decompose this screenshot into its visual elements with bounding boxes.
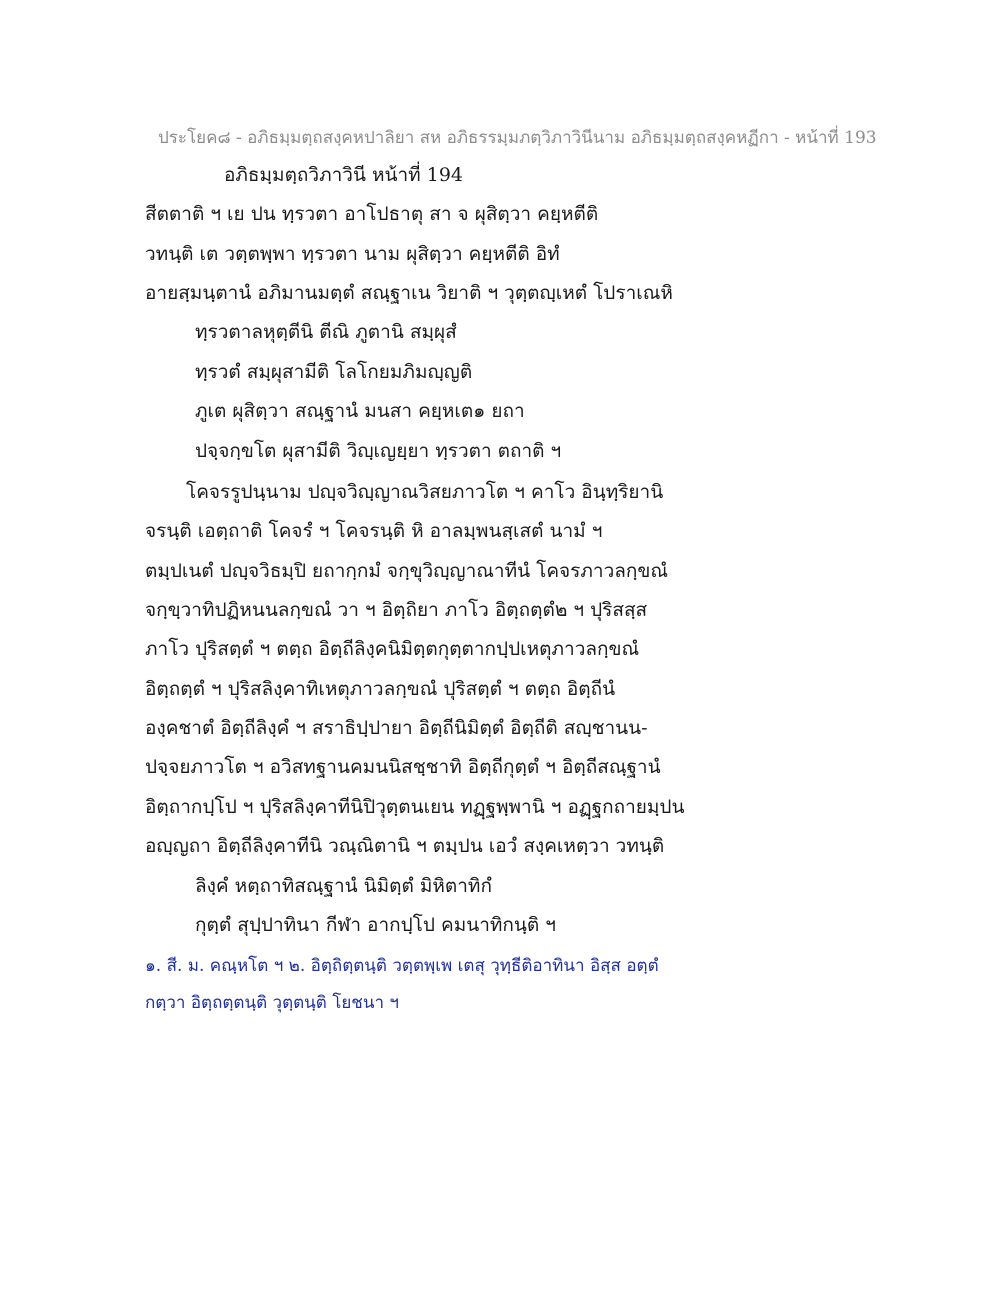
footnote-line: ๑. สี. ม. คณฺหโต ฯ ๒. อิตฺถิตฺตนฺติ วตฺตพฺเพ เตสุ วุทฺธีติอาทินา อิสฺส อตฺตํ (145, 956, 659, 976)
text-line: จรนฺติ เอตฺถาติ โคจรํ ฯ โคจรนฺติ หิ อาลมฺพนสฺเสตํ นามํ ฯ (145, 520, 603, 542)
text-line: ตมฺปเนตํ ปญฺจวิธมฺปิ ยถากฺกมํ จกฺขุวิญฺญาณาทีนํ โคจรภาวลกฺขณํ (145, 560, 669, 582)
verse-line: กุตฺตํ สุปฺปาทินา กีฬา อากปฺโป คมนาทิกนฺติ ฯ (195, 914, 556, 936)
text-line: ภาโว ปุริสตฺตํ ฯ ตตฺถ อิตฺถีลิงฺคนิมิตฺตกุตฺตากปฺปเหตุภาวลกฺขณํ (145, 638, 640, 660)
verse-line: ปจฺจกฺขโต ผุสามีติ วิญฺเญยฺยา ทฺรวตา ตถาติ ฯ (195, 440, 562, 462)
text-line: อิตฺถตฺตํ ฯ ปุริสลิงฺคาทิเหตุภาวลกฺขณํ ปุริสตฺตํ ฯ ตตฺถ อิตฺถีนํ (145, 678, 616, 700)
text-line: อิตฺถากปฺโป ฯ ปุริสลิงฺคาทีนิปิวุตฺตนเยน ทฏฺฐพฺพานิ ฯ อฏฺฐกถายมฺปน (145, 796, 685, 818)
text-line: วทนฺติ เต วตฺตพฺพา ทฺรวตา นาม ผุสิตฺวา คยฺหตีติ อิทํ (145, 243, 560, 265)
verse-line: ลิงฺคํ หตฺถาทิสณฺฐานํ นิมิตฺตํ มิหิตาทิกํ (195, 875, 492, 897)
paragraph-start-line: โคจรรูปนฺนาม ปญฺจวิญฺญาณวิสยภาวโต ฯ คาโว อินฺทฺริยานิ (186, 481, 664, 503)
text-line: จกฺขฺวาทิปฏิหนนลกฺขณํ วา ฯ อิตฺถิยา ภาโว อิตฺถตฺตํ๒ ฯ ปุริสสฺส (145, 599, 648, 621)
text-line: ปจฺจยภาวโต ฯ อวิสทฐานคมนนิสชฺชาทิ อิตฺถีกุตฺตํ ฯ อิตฺถีสณฺฐานํ (145, 756, 661, 778)
running-header: ประโยค๘ - อภิธมฺมตฺถสงฺคหปาลิยา สห อภิธรรมฺมภตฺวิภาวินีนาม อภิธมฺมตฺถสงฺคหฏีกา - หน้าที่ 193 (158, 128, 877, 148)
verse-line: ทฺรวตาลหุตฺตีนิ ตีณิ ภูตานิ สมฺผุสํ (195, 321, 457, 343)
text-line: อายสฺมนฺตานํ อภิมานมตฺตํ สณฺฐาเน วิยาติ ฯ วุตฺตญฺเหตํ โปราเณหิ (145, 282, 673, 304)
text-line: สีตตาติ ฯ เย ปน ทฺรวตา อาโปธาตุ สา จ ผุสิตฺวา คยฺหตีติ (145, 203, 599, 225)
verse-line: ทฺรวตํ สมฺผุสามีติ โลโกยมภิมญฺญติ (195, 361, 473, 383)
page-title: อภิธมฺมตฺถวิภาวินี หน้าที่ 194 (224, 164, 463, 186)
verse-line: ภูเต ผุสิตฺวา สณฺฐานํ มนสา คยฺหเต๑ ยถา (195, 400, 525, 422)
text-line: อญฺญถา อิตฺถีลิงฺคาทีนิ วณฺณิตานิ ฯ ตมฺปน เอวํ สงฺคเหตฺวา วทนฺติ (145, 835, 665, 857)
footnote-line: กตฺวา อิตฺถตฺตนฺติ วุตฺตนฺติ โยชนา ฯ (145, 993, 399, 1013)
text-line: องฺคชาตํ อิตฺถีลิงฺคํ ฯ สราธิปฺปายา อิตฺถีนิมิตฺตํ อิตฺถีติ สญฺชานน- (145, 717, 648, 739)
